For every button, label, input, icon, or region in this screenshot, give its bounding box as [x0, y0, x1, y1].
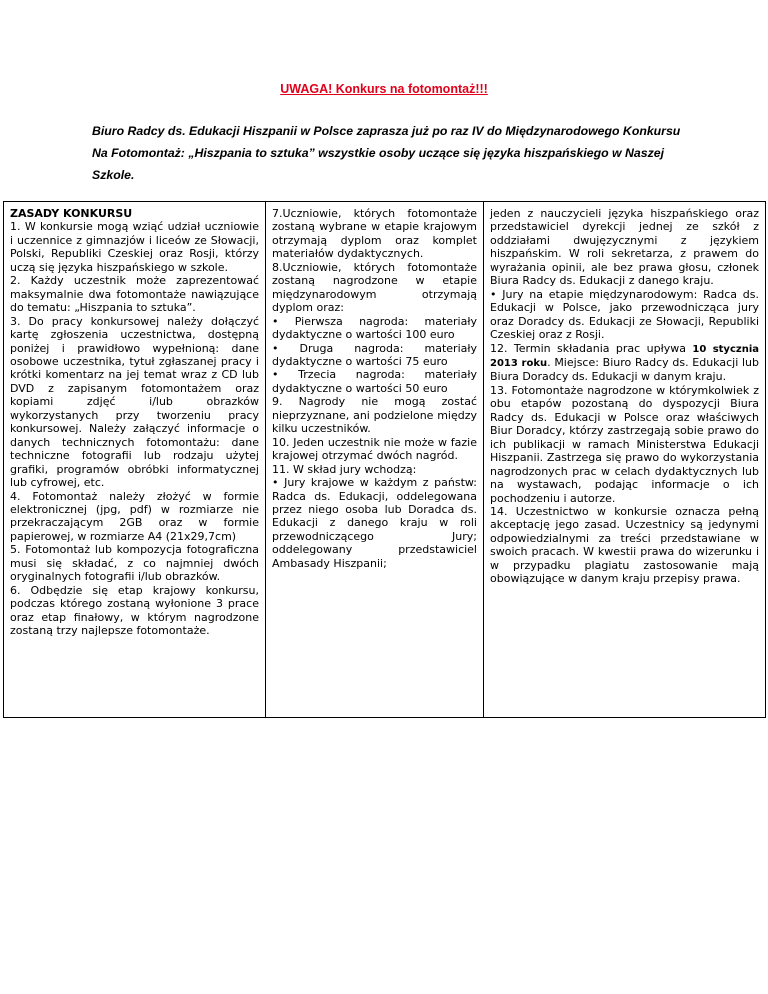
rule-item: 5. Fotomontaż lub kompozycja fotograficzna musi się składać, z co najmniej dwóch oryginalnych fotografii i/lub obrazków.: [10, 543, 259, 584]
rule-item: 4. Fotomontaż należy złożyć w formie elektronicznej (jpg, pdf) w rozmiarze nie przekraczającym 2GB oraz w formie papierowej, w rozmiarze A4 (21x29,7cm): [10, 489, 259, 543]
rules-table: [3, 201, 766, 718]
rule-item: jeden z nauczycieli języka hiszpańskiego oraz przedstawiciel dyrekcji jednej ze szkół z oddziałami dwujęzycznymi z językiem hiszpańskim. W roli sekretarza, z prawem do wyrażania opinii, ale bez prawa głosu, członek Biura Radcy ds. Edukacji z danego kraju.: [490, 207, 759, 288]
rule-item: 7.Uczniowie, których fotomontaże zostaną wybrane w etapie krajowym otrzymają dyplom oraz komplet materiałów dydaktycznych.: [272, 207, 477, 261]
rule-item: 8.Uczniowie, których fotomontaże zostaną nagrodzone w etapie międzynarodowym otrzymają dyplom oraz:: [272, 260, 477, 315]
rules-column-1: [4, 202, 266, 718]
deadline-prefix: 12. Termin składania prac upływa: [490, 341, 693, 355]
rule-item: 11. W skład jury wchodzą:: [272, 462, 417, 476]
rule-item: 2. Każdy uczestnik może zaprezentować maksymalnie dwa fotomontaże nawiązujące do tematu: „Hiszpania to sztuka”.: [10, 274, 259, 315]
intro-line: Szkole.: [92, 168, 135, 182]
jury-item: • Jury krajowe w każdym z państw: Radca ds. Edukacji, oddelegowana przez niego osoba lub Doradca ds. Edukacji z danego kraju w roli przewodniczącego Jury; oddelegowany przedstawiciel Ambasady Hiszpanii;: [272, 476, 477, 570]
deadline-item: [490, 342, 759, 384]
rules-column-3: [484, 202, 766, 718]
rule-item: 6. Odbędzie się etap krajowy konkursu, podczas którego zostaną wyłonione 3 prace oraz etap finałowy, w którym nagrodzone zostaną trzy najlepsze fotomontaże.: [10, 583, 259, 638]
rules-heading: ZASADY KONKURSU: [10, 207, 133, 220]
rule-item: 3. Do pracy konkursowej należy dołączyć kartę zgłoszenia uczestnictwa, dostępną poniżej i prawidłowo wypełnioną: dane osobowe uczestnika, tytuł zgłaszanej pracy i krótki komentarz na jej temat wraz z CD lub DVD z zapisanym fotomontażem oraz kopiami zdjęć i/lub obrazków wykorzystanych przy tworzeniu pracy konkursowej. Należy załączyć informacje o danych technicznych fotomontażu: dane techniczne fotografii lub rodzaju użytej grafiki, programów obróbki informatycznej lub cyfrowej, etc.: [10, 314, 259, 490]
deadline-date: 10 stycznia 2013 roku: [490, 343, 759, 369]
contest-title: UWAGA! Konkurs na fotomontaż!!!: [280, 82, 488, 96]
rules-column-2: [266, 202, 484, 718]
deadline-suffix: . Miejsce: Biuro Radcy ds. Edukacji lub Biura Doradcy ds. Edukacji w danym kraju.: [490, 355, 759, 384]
rule-item: 14. Uczestnictwo w konkursie oznacza pełną akceptację jego zasad. Uczestnicy są jedynymi odpowiedzialnymi za treści przedstawiane w swoich pracach. W kwestii prawa do wizerunku i w przypadku plagiatu zastosowanie mają obowiązujące w danym kraju przepisy prawa.: [490, 504, 759, 586]
prize-item: • Druga nagroda: materiały dydaktyczne o wartości 75 euro: [272, 341, 477, 368]
intro-line: Na Fotomontaż: „Hiszpania to sztuka” wszystkie osoby uczące się języka hiszpańskiego w Naszej: [92, 146, 664, 160]
intro-line: Biuro Radcy ds. Edukacji Hiszpanii w Polsce zaprasza już po raz IV do Międzynarodowego Konkursu: [92, 124, 681, 138]
rule-item: 10. Jeden uczestnik nie może w fazie krajowej otrzymać dwóch nagród.: [272, 435, 477, 463]
jury-item: • Jury na etapie międzynarodowym: Radca ds. Edukacji w Polsce, jako przewodnicząca jury oraz Doradcy ds. Edukacji ze Słowacji, Republiki Czeskiej oraz z Rosji.: [490, 287, 759, 342]
prize-item: • Pierwsza nagroda: materiały dydaktyczne o wartości 100 euro: [272, 314, 477, 342]
rule-item: 1. W konkursie mogą wziąć udział uczniowie i uczennice z gimnazjów i liceów ze Słowacji, Polski, Republiki Czeskiej oraz Rosji, którzy uczą się języka hiszpańskiego w szkole.: [10, 220, 259, 274]
rule-item: 13. Fotomontaże nagrodzone w którymkolwiek z obu etapów pozostaną do dyspozycji Biura Radcy ds. Edukacji w Polsce oraz właściwych Biur Doradcy, którzy zastrzegają sobie prawo do ich publikacji w ramach Ministerstwa Edukacji Hiszpanii. Zastrzega się prawo do wykorzystania nagrodzonych prac w celach dydaktycznych lub na wystawach, podając informacje o ich pochodzeniu i autorze.: [490, 383, 759, 505]
rule-item: 9. Nagrody nie mogą zostać nieprzyznane, ani podzielone między kilku uczestników.: [272, 395, 477, 436]
intro-text: [92, 120, 692, 186]
prize-item: • Trzecia nagroda: materiały dydaktyczne o wartości 50 euro: [272, 368, 477, 395]
